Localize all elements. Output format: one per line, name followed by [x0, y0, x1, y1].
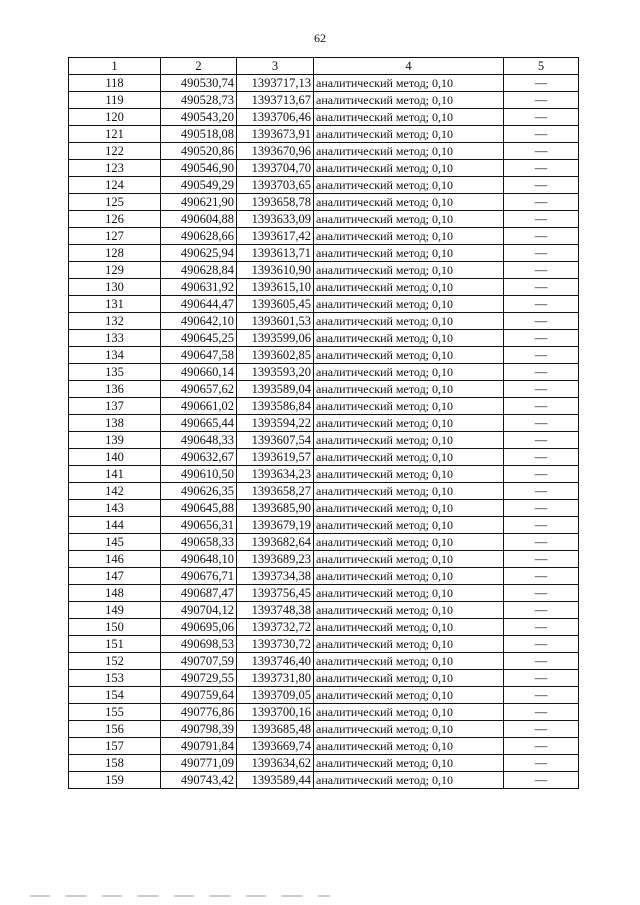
- table-cell-col-4: аналитический метод; 0,10: [314, 364, 504, 381]
- table-row: [69, 381, 579, 398]
- table-cell-col-1: 130: [69, 279, 161, 296]
- table-cell-col-3: 1393713,67: [237, 92, 314, 109]
- table-cell-col-5: —: [504, 653, 579, 670]
- table-row: [69, 568, 579, 585]
- table-row: [69, 653, 579, 670]
- header-row: [69, 58, 579, 75]
- table-cell-col-4: аналитический метод; 0,10: [314, 449, 504, 466]
- table-cell-col-1: 149: [69, 602, 161, 619]
- table-row: [69, 551, 579, 568]
- table-cell-col-2: 490791,84: [161, 738, 237, 755]
- table-cell-col-4: аналитический метод; 0,10: [314, 772, 504, 789]
- table-cell-col-3: 1393658,78: [237, 194, 314, 211]
- table-cell-col-4: аналитический метод; 0,10: [314, 636, 504, 653]
- faint-footer-line: [30, 895, 330, 897]
- table-cell-col-2: 490695,06: [161, 619, 237, 636]
- table-cell-col-2: 490647,58: [161, 347, 237, 364]
- table-cell-col-3: 1393619,57: [237, 449, 314, 466]
- table-cell-col-2: 490632,67: [161, 449, 237, 466]
- table-row: [69, 313, 579, 330]
- table-cell-col-2: 490657,62: [161, 381, 237, 398]
- table-cell-col-3: 1393605,45: [237, 296, 314, 313]
- table-cell-col-3: 1393673,91: [237, 126, 314, 143]
- table-row: [69, 585, 579, 602]
- table-cell-col-5: —: [504, 262, 579, 279]
- table-cell-col-5: —: [504, 381, 579, 398]
- table-cell-col-4: аналитический метод; 0,10: [314, 517, 504, 534]
- table-cell-col-5: —: [504, 364, 579, 381]
- table-cell-col-2: 490520,86: [161, 143, 237, 160]
- table-cell-col-1: 118: [69, 75, 161, 92]
- table-cell-col-2: 490626,35: [161, 483, 237, 500]
- table-cell-col-4: аналитический метод; 0,10: [314, 245, 504, 262]
- table-cell-col-3: 1393586,84: [237, 398, 314, 415]
- table-cell-col-1: 153: [69, 670, 161, 687]
- table-cell-col-5: —: [504, 602, 579, 619]
- table-cell-col-2: 490798,39: [161, 721, 237, 738]
- coordinates-table: [68, 57, 579, 789]
- table-cell-col-3: 1393706,46: [237, 109, 314, 126]
- table-cell-col-1: 139: [69, 432, 161, 449]
- table-cell-col-3: 1393734,38: [237, 568, 314, 585]
- table-cell-col-1: 158: [69, 755, 161, 772]
- table-row: [69, 262, 579, 279]
- table-cell-col-3: 1393689,23: [237, 551, 314, 568]
- table-cell-col-3: 1393634,23: [237, 466, 314, 483]
- table-cell-col-2: 490625,94: [161, 245, 237, 262]
- table-cell-col-2: 490604,88: [161, 211, 237, 228]
- table-cell-col-3: 1393602,85: [237, 347, 314, 364]
- table-cell-col-5: —: [504, 211, 579, 228]
- table-cell-col-3: 1393589,44: [237, 772, 314, 789]
- table-cell-col-4: аналитический метод; 0,10: [314, 211, 504, 228]
- table-cell-col-2: 490518,08: [161, 126, 237, 143]
- table-cell-col-4: аналитический метод; 0,10: [314, 670, 504, 687]
- table-row: [69, 449, 579, 466]
- table-cell-col-1: 138: [69, 415, 161, 432]
- table-cell-col-1: 154: [69, 687, 161, 704]
- table-cell-col-4: аналитический метод; 0,10: [314, 585, 504, 602]
- table-row: [69, 687, 579, 704]
- table-body: [69, 75, 579, 789]
- table-cell-col-2: 490621,90: [161, 194, 237, 211]
- table-cell-col-1: 144: [69, 517, 161, 534]
- table-cell-col-3: 1393704,70: [237, 160, 314, 177]
- table-cell-col-1: 145: [69, 534, 161, 551]
- column-header-3: 3: [237, 58, 314, 75]
- table-cell-col-3: 1393732,72: [237, 619, 314, 636]
- table-cell-col-3: 1393613,71: [237, 245, 314, 262]
- table-cell-col-2: 490759,64: [161, 687, 237, 704]
- table-cell-col-5: —: [504, 415, 579, 432]
- table-cell-col-5: —: [504, 704, 579, 721]
- table-cell-col-4: аналитический метод; 0,10: [314, 415, 504, 432]
- table-cell-col-3: 1393717,13: [237, 75, 314, 92]
- table-cell-col-1: 152: [69, 653, 161, 670]
- table-row: [69, 194, 579, 211]
- table-cell-col-3: 1393670,96: [237, 143, 314, 160]
- table-cell-col-3: 1393685,90: [237, 500, 314, 517]
- table-cell-col-4: аналитический метод; 0,10: [314, 398, 504, 415]
- table-row: [69, 75, 579, 92]
- table-row: [69, 245, 579, 262]
- table-cell-col-2: 490648,33: [161, 432, 237, 449]
- table-row: [69, 347, 579, 364]
- table-cell-col-5: —: [504, 347, 579, 364]
- table-row: [69, 109, 579, 126]
- table-cell-col-5: —: [504, 432, 579, 449]
- table-cell-col-1: 121: [69, 126, 161, 143]
- table-row: [69, 619, 579, 636]
- table-cell-col-2: 490698,53: [161, 636, 237, 653]
- table-row: [69, 364, 579, 381]
- table-cell-col-5: —: [504, 143, 579, 160]
- table-cell-col-2: 490628,66: [161, 228, 237, 245]
- table-row: [69, 466, 579, 483]
- table-cell-col-1: 150: [69, 619, 161, 636]
- table-row: [69, 92, 579, 109]
- table-cell-col-5: —: [504, 245, 579, 262]
- table-cell-col-5: —: [504, 279, 579, 296]
- table-cell-col-1: 136: [69, 381, 161, 398]
- table-row: [69, 415, 579, 432]
- table-cell-col-2: 490546,90: [161, 160, 237, 177]
- table-cell-col-2: 490704,12: [161, 602, 237, 619]
- table-cell-col-4: аналитический метод; 0,10: [314, 160, 504, 177]
- table-cell-col-4: аналитический метод; 0,10: [314, 534, 504, 551]
- table-cell-col-4: аналитический метод; 0,10: [314, 738, 504, 755]
- table-cell-col-4: аналитический метод; 0,10: [314, 92, 504, 109]
- table-cell-col-2: 490530,74: [161, 75, 237, 92]
- table-row: [69, 738, 579, 755]
- table-cell-col-5: —: [504, 636, 579, 653]
- table-cell-col-4: аналитический метод; 0,10: [314, 704, 504, 721]
- table-cell-col-4: аналитический метод; 0,10: [314, 381, 504, 398]
- table-cell-col-1: 156: [69, 721, 161, 738]
- table-cell-col-1: 120: [69, 109, 161, 126]
- table-cell-col-1: 123: [69, 160, 161, 177]
- table-cell-col-3: 1393634,62: [237, 755, 314, 772]
- table-cell-col-5: —: [504, 449, 579, 466]
- table-cell-col-1: 137: [69, 398, 161, 415]
- table-cell-col-4: аналитический метод; 0,10: [314, 330, 504, 347]
- table-cell-col-3: 1393607,54: [237, 432, 314, 449]
- table-cell-col-2: 490656,31: [161, 517, 237, 534]
- table-cell-col-4: аналитический метод; 0,10: [314, 551, 504, 568]
- table-cell-col-4: аналитический метод; 0,10: [314, 279, 504, 296]
- table-cell-col-1: 148: [69, 585, 161, 602]
- table-cell-col-2: 490658,33: [161, 534, 237, 551]
- table-cell-col-3: 1393679,19: [237, 517, 314, 534]
- table-cell-col-5: —: [504, 534, 579, 551]
- table-cell-col-5: —: [504, 126, 579, 143]
- table-row: [69, 517, 579, 534]
- table-cell-col-1: 129: [69, 262, 161, 279]
- table-cell-col-2: 490543,20: [161, 109, 237, 126]
- table-row: [69, 398, 579, 415]
- table-cell-col-3: 1393593,20: [237, 364, 314, 381]
- table-cell-col-5: —: [504, 670, 579, 687]
- table-cell-col-4: аналитический метод; 0,10: [314, 432, 504, 449]
- table-cell-col-5: —: [504, 585, 579, 602]
- table-row: [69, 330, 579, 347]
- table-cell-col-3: 1393756,45: [237, 585, 314, 602]
- table-cell-col-1: 122: [69, 143, 161, 160]
- table-header: [69, 58, 579, 75]
- table-cell-col-2: 490771,09: [161, 755, 237, 772]
- table-cell-col-4: аналитический метод; 0,10: [314, 619, 504, 636]
- table-row: [69, 211, 579, 228]
- table-cell-col-1: 133: [69, 330, 161, 347]
- table-cell-col-3: 1393610,90: [237, 262, 314, 279]
- table-cell-col-3: 1393669,74: [237, 738, 314, 755]
- table-cell-col-4: аналитический метод; 0,10: [314, 347, 504, 364]
- table-cell-col-1: 119: [69, 92, 161, 109]
- table-cell-col-5: —: [504, 721, 579, 738]
- table-cell-col-1: 155: [69, 704, 161, 721]
- table-cell-col-1: 142: [69, 483, 161, 500]
- table-cell-col-1: 147: [69, 568, 161, 585]
- table-cell-col-3: 1393748,38: [237, 602, 314, 619]
- table-cell-col-4: аналитический метод; 0,10: [314, 653, 504, 670]
- table-cell-col-3: 1393709,05: [237, 687, 314, 704]
- table-cell-col-2: 490743,42: [161, 772, 237, 789]
- table-row: [69, 296, 579, 313]
- table-cell-col-3: 1393685,48: [237, 721, 314, 738]
- table-cell-col-5: —: [504, 483, 579, 500]
- table-cell-col-1: 134: [69, 347, 161, 364]
- table-row: [69, 636, 579, 653]
- table-cell-col-5: —: [504, 160, 579, 177]
- table-cell-col-4: аналитический метод; 0,10: [314, 755, 504, 772]
- table-cell-col-3: 1393746,40: [237, 653, 314, 670]
- table-row: [69, 483, 579, 500]
- table-cell-col-4: аналитический метод; 0,10: [314, 466, 504, 483]
- table-cell-col-2: 490645,88: [161, 500, 237, 517]
- table-row: [69, 670, 579, 687]
- table-cell-col-5: —: [504, 228, 579, 245]
- table-cell-col-4: аналитический метод; 0,10: [314, 228, 504, 245]
- column-header-4: 4: [314, 58, 504, 75]
- table-row: [69, 279, 579, 296]
- table-cell-col-4: аналитический метод; 0,10: [314, 75, 504, 92]
- table-cell-col-1: 124: [69, 177, 161, 194]
- table-cell-col-2: 490776,86: [161, 704, 237, 721]
- table-cell-col-1: 127: [69, 228, 161, 245]
- table-cell-col-2: 490661,02: [161, 398, 237, 415]
- table-cell-col-1: 143: [69, 500, 161, 517]
- table-cell-col-2: 490645,25: [161, 330, 237, 347]
- table-cell-col-5: —: [504, 551, 579, 568]
- table-cell-col-2: 490729,55: [161, 670, 237, 687]
- column-header-1: 1: [69, 58, 161, 75]
- table-cell-col-2: 490642,10: [161, 313, 237, 330]
- table-cell-col-3: 1393658,27: [237, 483, 314, 500]
- table-cell-col-2: 490665,44: [161, 415, 237, 432]
- table-cell-col-4: аналитический метод; 0,10: [314, 109, 504, 126]
- table-row: [69, 228, 579, 245]
- table-row: [69, 500, 579, 517]
- table-cell-col-5: —: [504, 517, 579, 534]
- table-cell-col-5: —: [504, 466, 579, 483]
- table-cell-col-1: 141: [69, 466, 161, 483]
- table-cell-col-4: аналитический метод; 0,10: [314, 296, 504, 313]
- table-cell-col-4: аналитический метод; 0,10: [314, 194, 504, 211]
- table-cell-col-5: —: [504, 398, 579, 415]
- table-cell-col-4: аналитический метод; 0,10: [314, 568, 504, 585]
- table-cell-col-2: 490707,59: [161, 653, 237, 670]
- table-cell-col-1: 128: [69, 245, 161, 262]
- page-number: 62: [314, 31, 326, 45]
- table-row: [69, 721, 579, 738]
- table-cell-col-1: 140: [69, 449, 161, 466]
- table-cell-col-2: 490631,92: [161, 279, 237, 296]
- table-cell-col-5: —: [504, 194, 579, 211]
- table-cell-col-1: 157: [69, 738, 161, 755]
- table-cell-col-4: аналитический метод; 0,10: [314, 313, 504, 330]
- table-cell-col-5: —: [504, 177, 579, 194]
- table-cell-col-5: —: [504, 296, 579, 313]
- table-cell-col-4: аналитический метод; 0,10: [314, 721, 504, 738]
- column-header-5: 5: [504, 58, 579, 75]
- table-cell-col-2: 490628,84: [161, 262, 237, 279]
- table-cell-col-2: 490610,50: [161, 466, 237, 483]
- table-cell-col-3: 1393731,80: [237, 670, 314, 687]
- table-cell-col-3: 1393601,53: [237, 313, 314, 330]
- table-row: [69, 177, 579, 194]
- table-cell-col-3: 1393617,42: [237, 228, 314, 245]
- table-cell-col-3: 1393633,09: [237, 211, 314, 228]
- table-row: [69, 432, 579, 449]
- table-cell-col-4: аналитический метод; 0,10: [314, 483, 504, 500]
- table-cell-col-4: аналитический метод; 0,10: [314, 262, 504, 279]
- table-row: [69, 602, 579, 619]
- table-cell-col-5: —: [504, 772, 579, 789]
- table-cell-col-5: —: [504, 500, 579, 517]
- table-cell-col-3: 1393730,72: [237, 636, 314, 653]
- table-row: [69, 160, 579, 177]
- table-cell-col-2: 490648,10: [161, 551, 237, 568]
- table-cell-col-4: аналитический метод; 0,10: [314, 143, 504, 160]
- table-cell-col-2: 490676,71: [161, 568, 237, 585]
- table-cell-col-3: 1393703,65: [237, 177, 314, 194]
- table-cell-col-2: 490549,29: [161, 177, 237, 194]
- table-cell-col-5: —: [504, 738, 579, 755]
- table-cell-col-2: 490687,47: [161, 585, 237, 602]
- table-cell-col-4: аналитический метод; 0,10: [314, 602, 504, 619]
- column-header-2: 2: [161, 58, 237, 75]
- table-cell-col-1: 131: [69, 296, 161, 313]
- table-cell-col-3: 1393589,04: [237, 381, 314, 398]
- table-cell-col-4: аналитический метод; 0,10: [314, 126, 504, 143]
- table-cell-col-3: 1393594,22: [237, 415, 314, 432]
- table-cell-col-4: аналитический метод; 0,10: [314, 500, 504, 517]
- table-cell-col-1: 132: [69, 313, 161, 330]
- table-cell-col-3: 1393700,16: [237, 704, 314, 721]
- table-cell-col-1: 135: [69, 364, 161, 381]
- table-cell-col-5: —: [504, 755, 579, 772]
- table-cell-col-1: 146: [69, 551, 161, 568]
- table-cell-col-1: 125: [69, 194, 161, 211]
- table-cell-col-1: 151: [69, 636, 161, 653]
- table-cell-col-4: аналитический метод; 0,10: [314, 177, 504, 194]
- table-cell-col-5: —: [504, 687, 579, 704]
- table-cell-col-1: 126: [69, 211, 161, 228]
- table-cell-col-3: 1393615,10: [237, 279, 314, 296]
- table-row: [69, 126, 579, 143]
- table-cell-col-5: —: [504, 568, 579, 585]
- table-cell-col-2: 490644,47: [161, 296, 237, 313]
- table-row: [69, 772, 579, 789]
- table-cell-col-5: —: [504, 75, 579, 92]
- table-cell-col-1: 159: [69, 772, 161, 789]
- table-row: [69, 755, 579, 772]
- table-cell-col-3: 1393682,64: [237, 534, 314, 551]
- table-row: [69, 534, 579, 551]
- table-cell-col-2: 490528,73: [161, 92, 237, 109]
- table-cell-col-4: аналитический метод; 0,10: [314, 687, 504, 704]
- table-cell-col-5: —: [504, 109, 579, 126]
- table-cell-col-5: —: [504, 619, 579, 636]
- table-row: [69, 704, 579, 721]
- table-row: [69, 143, 579, 160]
- table-cell-col-5: —: [504, 313, 579, 330]
- table-cell-col-5: —: [504, 92, 579, 109]
- table-cell-col-3: 1393599,06: [237, 330, 314, 347]
- table-cell-col-5: —: [504, 330, 579, 347]
- table-cell-col-2: 490660,14: [161, 364, 237, 381]
